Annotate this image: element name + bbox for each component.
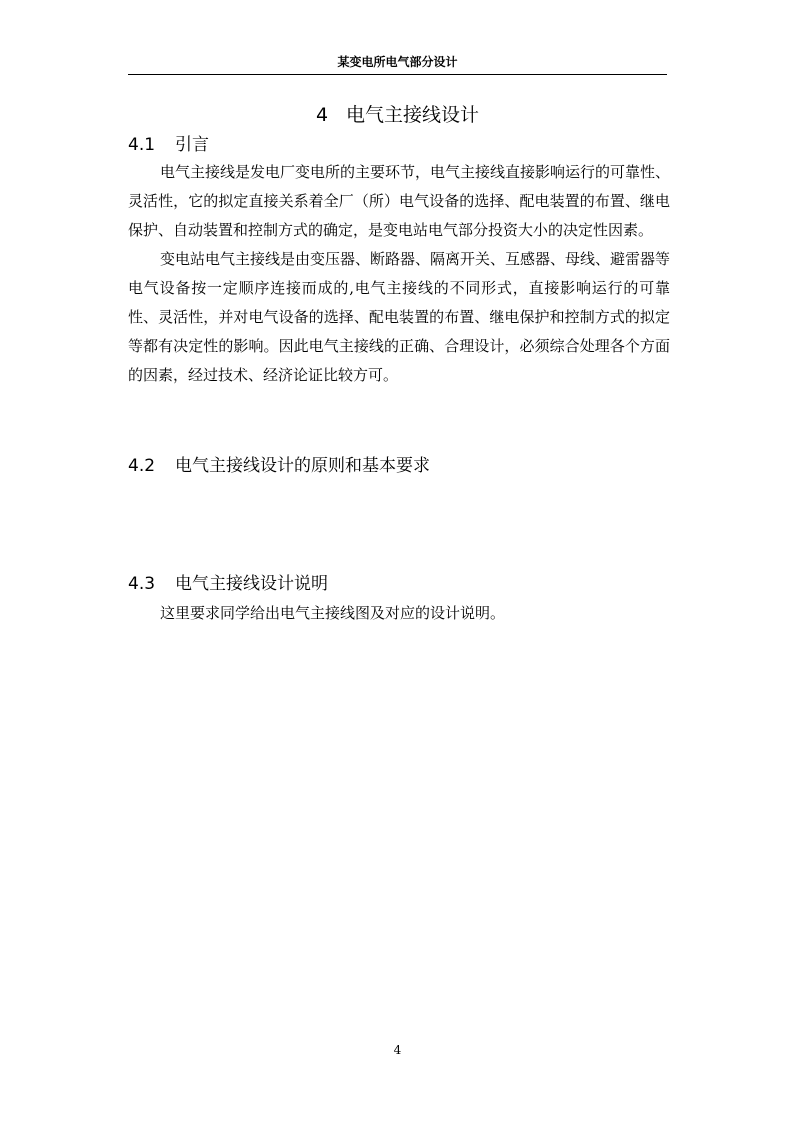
paragraph-intro-2: 变电站电气主接线是由变压器、断路器、隔离开关、互感器、母线、避雷器等电气设备按一定顺序连接而成的,电气主接线的不同形式，直接影响运行的可靠性、灵活性，并对电气设备的选择、配电装置的布置、继电保护和控制方式的拟定等都有决定性的影响。因此电气主接线的正确、合理设计，必须综合处理各个方面的因素，经过技术、经济论证比较方可。 (128, 250, 671, 384)
section-number: 4.3 (128, 574, 156, 594)
chapter-title (128, 102, 667, 128)
section-title: 引言 (175, 135, 209, 155)
section-number: 4.1 (128, 135, 156, 155)
section-title: 电气主接线设计说明 (175, 574, 328, 594)
section-heading-4-1 (128, 133, 209, 157)
section-heading-4-3 (128, 572, 328, 596)
section-number: 4.2 (128, 456, 156, 476)
section-title: 电气主接线设计的原则和基本要求 (175, 456, 430, 476)
page-number: 4 (393, 1043, 402, 1057)
header-rule (128, 74, 667, 75)
chapter-number: 4 (315, 104, 329, 126)
running-header: 某变电所电气部分设计 (337, 55, 458, 69)
paragraph-design-note: 这里要求同学给出电气主接线图及对应的设计说明。 (160, 604, 506, 622)
paragraph-intro-1: 电气主接线是发电厂变电所的主要环节，电气主接线直接影响运行的可靠性、灵活性，它的拟定直接关系着全厂（所）电气设备的选择、配电装置的布置、继电保护、自动装置和控制方式的确定，是变电站电气部分投资大小的决定性因素。 (128, 163, 671, 239)
chapter-title-text: 电气主接线设计 (346, 104, 480, 126)
section-heading-4-2 (128, 454, 430, 478)
